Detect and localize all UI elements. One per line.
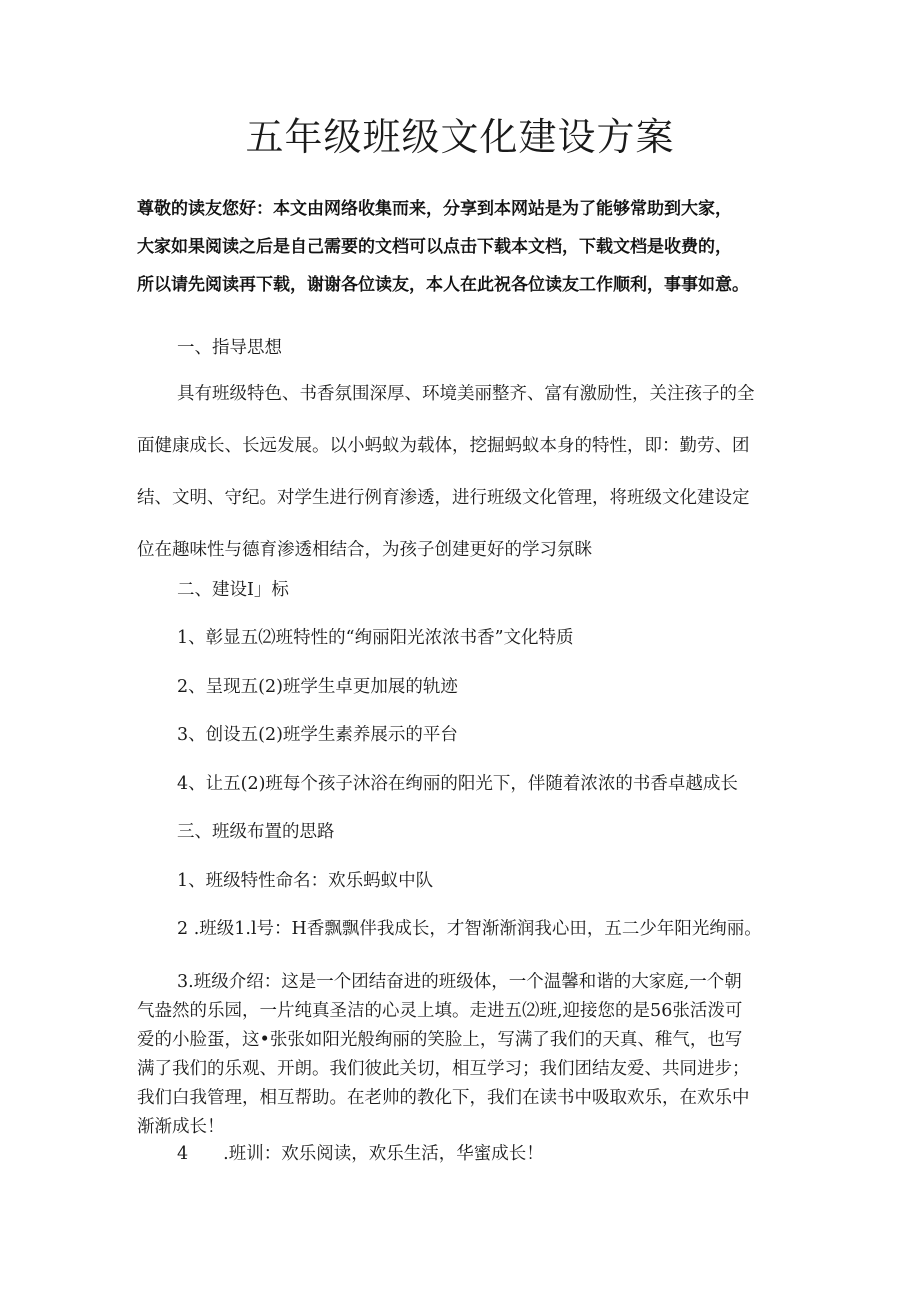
paragraph-line: 3.班级介绍：这是一个团结奋进的班级体，一个温馨和谐的大家庭,一个朝 (177, 972, 742, 992)
section-heading-layout-ideas: 三、班级布置的思路 (177, 822, 335, 842)
goal-item: 2、呈现五(2)班学生卓更加展的轨迹 (177, 677, 458, 697)
class-introduction-paragraph (137, 968, 787, 1142)
section-heading-goals: 二、建设I」标 (177, 580, 289, 600)
goal-item: 3、创设五(2)班学生素养展示的平台 (177, 725, 458, 745)
class-motto-item: 4 .班训：欢乐阅读，欢乐生活，华蜜成长！ (177, 1144, 544, 1164)
notice-line: 所以请先阅读再下载，谢谢各位读友，本人在此祝各位读友工作顺利，事事如意。 (137, 275, 749, 295)
guiding-ideology-paragraph (137, 380, 787, 588)
notice-line: 尊敬的读友您好：本文由网络收集而来，分享到本网站是为了能够常助到大家， (137, 199, 732, 219)
paragraph-line: 面健康成长、长远发展。以小蚂蚁为载体，挖掘蚂蚁本身的特性，即：勤劳、团 (137, 436, 750, 456)
paragraph-line: 我们白我管理，相互帮助。在老帅的教化下，我们在读书中吸取欢乐，在欢乐中 (137, 1088, 750, 1108)
paragraph-line: 满了我们的乐观、开朗。我们彼此关切，相互学习；我们团结友爱、共同进步； (137, 1059, 750, 1079)
goal-item: 1、彰显五⑵班特性的“绚丽阳光浓浓书香”文化特质 (177, 628, 574, 648)
class-name-item: 1、班级特性命名：欢乐蚂蚁中队 (177, 871, 434, 891)
paragraph-line: 位在趣味性与德育渗透相结合，为孩子创建更好的学习氛眯 (137, 540, 592, 560)
download-notice (137, 190, 817, 304)
paragraph-line: 渐渐成长！ (137, 1117, 225, 1137)
notice-line: 大家如果阅读之后是自己需要的文档可以点击下载本文档，下载文档是收费的， (137, 237, 732, 257)
section-heading-guiding-ideology: 一、指导思想 (177, 338, 282, 358)
document-title: 五年级班级文化建设方案 (245, 115, 675, 159)
goal-item: 4、让五(2)班每个孩子沐浴在绚丽的阳光下，伴随着浓浓的书香卓越成长 (177, 774, 738, 794)
paragraph-line: 具有班级特色、书香氛围深厚、环境美丽整齐、富有激励性，关注孩子的全 (177, 384, 755, 404)
paragraph-line: 爱的小脸蛋，这•张张如阳光般绚丽的笑脸上，写满了我们的天真、稚气，也写 (137, 1030, 743, 1050)
paragraph-line: 结、文明、守纪。对学生进行例育渗透，进行班级文化管理，将班级文化建设定 (137, 488, 750, 508)
paragraph-line: 气盎然的乐园，一片纯真圣洁的心灵上填。走进五⑵班,迎接您的是56张活泼可 (137, 1001, 743, 1021)
class-slogan-item: 2 .班级1.l号：H香飘飘伴我成长，才智渐渐润我心田，五二少年阳光绚丽。 (177, 919, 762, 939)
